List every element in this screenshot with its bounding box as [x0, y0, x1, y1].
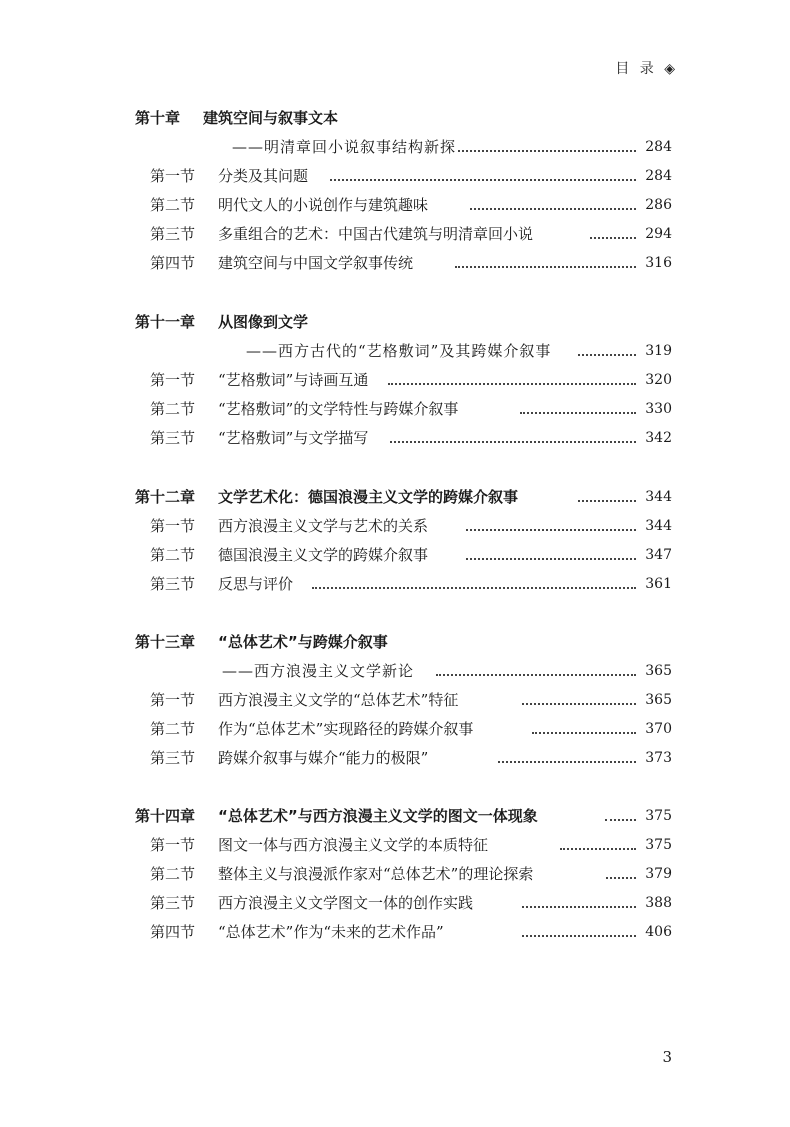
chapter-title: “总体艺术”与西方浪漫主义文学的图文一体现象	[218, 807, 538, 825]
page-ref: 406	[645, 924, 672, 940]
toc-section-row[interactable]	[0, 251, 790, 275]
page-ref: 370	[645, 721, 672, 737]
section-label: 第二节	[150, 196, 196, 214]
section-title: 分类及其问题	[218, 167, 309, 185]
section-label: 第一节	[150, 167, 196, 185]
section-title: 明代文人的小说创作与建筑趣味	[218, 196, 429, 214]
page-ref: 365	[645, 692, 672, 708]
leader-dots	[606, 877, 636, 879]
leader-dots	[560, 848, 636, 850]
section-title: 西方浪漫主义文学与艺术的关系	[218, 517, 429, 535]
section-title: “艺格敷词”的文学特性与跨媒介叙事	[218, 400, 459, 418]
section-label: 第三节	[150, 429, 196, 447]
toc-subtitle-row[interactable]	[0, 659, 790, 683]
leader-dots	[578, 354, 636, 356]
toc-chapter-row[interactable]	[0, 310, 790, 334]
page-ref: 284	[645, 168, 672, 184]
section-label: 第一节	[150, 371, 196, 389]
page-ref: 344	[645, 489, 672, 505]
leader-dots	[466, 529, 636, 531]
leader-dots	[532, 732, 636, 734]
section-label: 第二节	[150, 720, 196, 738]
leader-dots	[312, 587, 636, 589]
section-title: 跨媒介叙事与媒介“能力的极限”	[218, 749, 429, 767]
toc-section-row[interactable]	[0, 368, 790, 392]
section-label: 第三节	[150, 225, 196, 243]
section-title: 德国浪漫主义文学的跨媒介叙事	[218, 546, 429, 564]
page-ref: 375	[645, 837, 672, 853]
page-ref: 330	[645, 401, 672, 417]
section-title: 西方浪漫主义文学的“总体艺术”特征	[218, 691, 459, 709]
page-ref: 388	[645, 895, 672, 911]
chapter-subtitle: ——明清章回小说叙事结构新探	[232, 138, 457, 156]
leader-dots	[390, 441, 636, 443]
chapter-title: 从图像到文学	[218, 313, 309, 331]
leader-dots	[470, 208, 636, 210]
leader-dots	[522, 935, 636, 937]
leader-dots	[590, 237, 636, 239]
section-title: 图文一体与西方浪漫主义文学的本质特征	[218, 836, 489, 854]
section-label: 第二节	[150, 865, 196, 883]
leader-dots	[458, 150, 636, 152]
chapter-subtitle: ——西方浪漫主义文学新论	[222, 662, 415, 680]
toc-section-row[interactable]	[0, 164, 790, 188]
toc-section-row[interactable]	[0, 717, 790, 741]
section-title: “总体艺术”作为“未来的艺术作品”	[218, 923, 444, 941]
running-header: 目 录 ◈	[615, 61, 678, 77]
chapter-label: 第十四章	[135, 807, 196, 825]
page-ref: 320	[645, 372, 672, 388]
toc-section-row[interactable]	[0, 543, 790, 567]
toc-section-row[interactable]	[0, 891, 790, 915]
section-label: 第三节	[150, 894, 196, 912]
toc-section-row[interactable]	[0, 862, 790, 886]
chapter-subtitle: ——西方古代的“艺格敷词”及其跨媒介叙事	[246, 342, 552, 360]
page-ref: 373	[645, 750, 672, 766]
page-ref: 379	[645, 866, 672, 882]
section-label: 第一节	[150, 691, 196, 709]
chapter-label: 第十三章	[135, 633, 196, 651]
leader-dots	[436, 674, 636, 676]
page-ref: 365	[645, 663, 672, 679]
section-label: 第二节	[150, 400, 196, 418]
leader-dots	[522, 906, 636, 908]
toc-section-row[interactable]	[0, 572, 790, 596]
leader-dots	[520, 412, 636, 414]
chapter-title: 建筑空间与叙事文本	[203, 109, 339, 127]
page-ref: 347	[645, 547, 672, 563]
section-label: 第四节	[150, 923, 196, 941]
section-title: 西方浪漫主义文学图文一体的创作实践	[218, 894, 474, 912]
toc-chapter-row[interactable]	[0, 630, 790, 654]
leader-dots	[498, 761, 636, 763]
toc-section-row[interactable]	[0, 920, 790, 944]
page-number: 3	[662, 1048, 672, 1066]
page-ref: 316	[645, 255, 672, 271]
section-title: 反思与评价	[218, 575, 294, 593]
leader-dots	[522, 703, 636, 705]
leader-dots	[605, 819, 636, 821]
page-ref: 361	[645, 576, 672, 592]
leader-dots	[388, 383, 636, 385]
section-title: “艺格敷词”与文学描写	[218, 429, 369, 447]
toc-section-row[interactable]	[0, 397, 790, 421]
section-label: 第三节	[150, 749, 196, 767]
chapter-title: 文学艺术化：德国浪漫主义文学的跨媒介叙事	[218, 488, 519, 506]
page-ref: 375	[645, 808, 672, 824]
toc-chapter-row[interactable]	[0, 804, 790, 828]
section-title: “艺格敷词”与诗画互通	[218, 371, 369, 389]
page-ref: 284	[645, 139, 672, 155]
chapter-label: 第十章	[135, 109, 181, 127]
chapter-label: 第十二章	[135, 488, 196, 506]
toc-section-row[interactable]	[0, 833, 790, 857]
page-ref: 319	[645, 343, 672, 359]
toc-section-row[interactable]	[0, 514, 790, 538]
page-ref: 342	[645, 430, 672, 446]
toc-section-row[interactable]	[0, 426, 790, 450]
section-title: 作为“总体艺术”实现路径的跨媒介叙事	[218, 720, 474, 738]
section-label: 第三节	[150, 575, 196, 593]
toc-subtitle-row[interactable]	[0, 135, 790, 159]
leader-dots	[466, 558, 636, 560]
toc-chapter-row[interactable]	[0, 106, 790, 130]
leader-dots	[330, 179, 636, 181]
chapter-title: “总体艺术”与跨媒介叙事	[218, 633, 388, 651]
section-label: 第四节	[150, 254, 196, 272]
leader-dots	[578, 500, 636, 502]
toc-section-row[interactable]	[0, 222, 790, 246]
section-title: 整体主义与浪漫派作家对“总体艺术”的理论探索	[218, 865, 534, 883]
toc-chapter-row[interactable]	[0, 485, 790, 509]
page-ref: 286	[645, 197, 672, 213]
leader-dots	[455, 266, 636, 268]
toc-section-row[interactable]	[0, 193, 790, 217]
section-label: 第一节	[150, 836, 196, 854]
page-ref: 294	[645, 226, 672, 242]
page-ref: 344	[645, 518, 672, 534]
section-label: 第二节	[150, 546, 196, 564]
toc-section-row[interactable]	[0, 688, 790, 712]
toc-section-row[interactable]	[0, 746, 790, 770]
section-title: 建筑空间与中国文学叙事传统	[218, 254, 414, 272]
toc-subtitle-row[interactable]	[0, 339, 790, 363]
chapter-label: 第十一章	[135, 313, 196, 331]
section-title: 多重组合的艺术：中国古代建筑与明清章回小说	[218, 225, 534, 243]
section-label: 第一节	[150, 517, 196, 535]
